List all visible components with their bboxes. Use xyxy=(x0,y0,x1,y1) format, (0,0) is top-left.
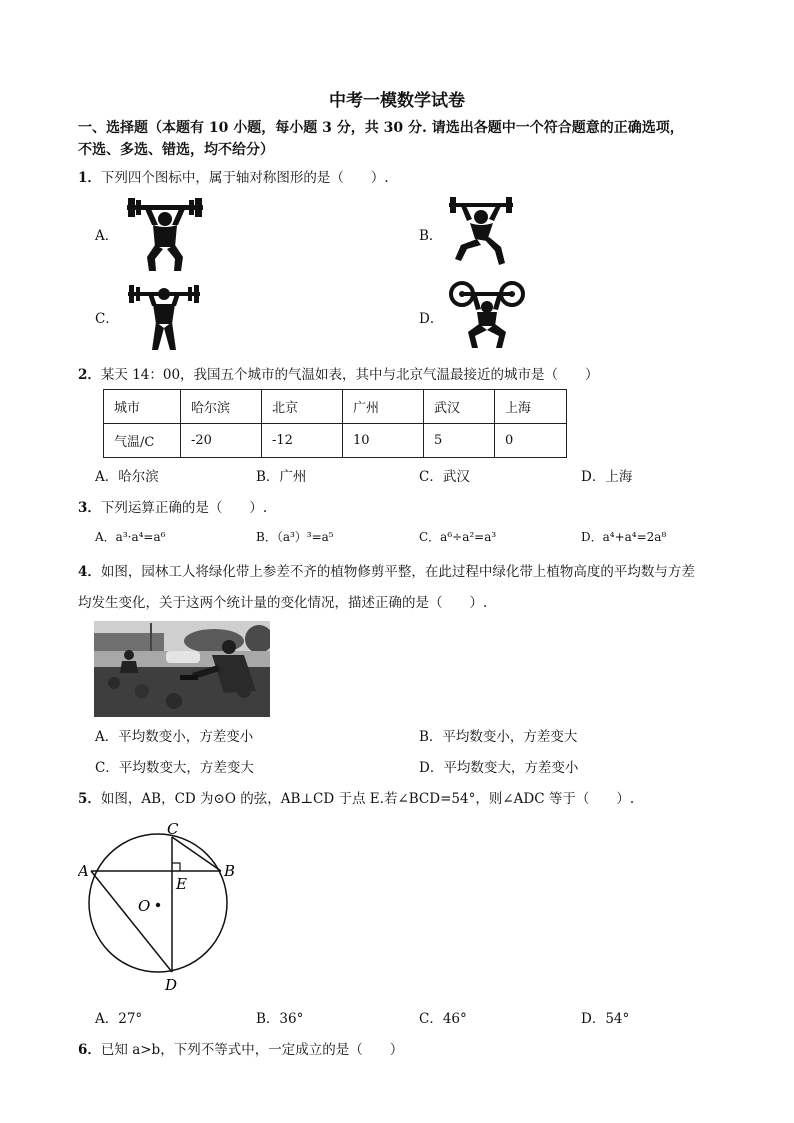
q5-option-a: A．27° xyxy=(95,1011,143,1027)
label-b: B xyxy=(224,862,236,880)
q4-option-c: C．平均数变大，方差变大 xyxy=(95,760,254,776)
table-row xyxy=(104,424,567,458)
question-4-line2: 均发生变化，关于这两个统计量的变化情况，描述正确的是（ ）. xyxy=(78,595,488,611)
table-header-row xyxy=(104,390,567,424)
question-text: 下列运算正确的是（ ）. xyxy=(100,500,268,516)
weightlifter-standing-icon xyxy=(126,282,202,352)
question-number: 3． xyxy=(78,500,101,516)
question-number: 2． xyxy=(78,367,101,383)
table-cell: -20 xyxy=(181,424,262,458)
table-cell: 北京 xyxy=(262,390,343,424)
question-text: 某天 14：00，我国五个城市的气温如表，其中与北京气温最接近的城市是（ ） xyxy=(100,367,599,383)
q5-option-d: D．54° xyxy=(581,1011,630,1027)
table-cell: 10 xyxy=(343,424,424,458)
q1-option-b-label: B． xyxy=(419,228,443,244)
page-title: 中考一模数学试卷 xyxy=(329,91,465,111)
table-cell: -12 xyxy=(262,424,343,458)
circle-geometry-figure xyxy=(78,818,248,993)
q3-option-a: A．a³·a⁴=a⁶ xyxy=(95,530,166,544)
q3-option-d: D．a⁴+a⁴=2a⁸ xyxy=(581,530,667,544)
label-c: C xyxy=(167,820,179,838)
weightlifter-front-icon xyxy=(125,195,205,273)
temperature-table xyxy=(103,389,567,458)
q1-option-d-label: D． xyxy=(419,311,444,327)
q3-option-c: C．a⁶÷a²=a³ xyxy=(419,530,497,544)
table-cell: 上海 xyxy=(495,390,567,424)
question-text: 下列四个图标中，属于轴对称图形的是（ ）. xyxy=(100,170,389,186)
q4-option-b: B．平均数变小，方差变大 xyxy=(419,729,578,745)
question-text: 已知 a>b，下列不等式中，一定成立的是（ ） xyxy=(100,1042,404,1058)
question-number: 1． xyxy=(78,170,101,186)
q1-option-c-label: C． xyxy=(95,311,119,327)
question-number: 4． xyxy=(78,564,101,580)
section-heading-line2: 不选、多选、错选，均不给分） xyxy=(78,142,274,158)
q4-option-a: A．平均数变小，方差变小 xyxy=(95,729,254,745)
gardener-photo xyxy=(94,621,270,717)
q2-option-c: C．武汉 xyxy=(419,469,470,485)
question-3 xyxy=(78,496,267,516)
q1-option-a-label: A． xyxy=(95,228,119,244)
question-text: 如图，园林工人将绿化带上参差不齐的植物修剪平整，在此过程中绿化带上植物高度的平均数与方差 xyxy=(100,564,695,580)
weightlifter-dancing-icon xyxy=(447,195,515,267)
table-cell: 0 xyxy=(495,424,567,458)
table-cell: 城市 xyxy=(104,390,181,424)
question-4-line1 xyxy=(78,560,695,580)
q5-option-b: B．36° xyxy=(256,1011,304,1027)
question-number: 5． xyxy=(78,791,101,807)
q2-option-b: B．广州 xyxy=(256,469,307,485)
table-cell: 哈尔滨 xyxy=(181,390,262,424)
question-6 xyxy=(78,1038,403,1058)
q4-option-d: D．平均数变大，方差变小 xyxy=(419,760,579,776)
q2-option-d: D．上海 xyxy=(581,469,633,485)
table-cell: 武汉 xyxy=(424,390,495,424)
table-cell: 5 xyxy=(424,424,495,458)
q5-option-c: C．46° xyxy=(419,1011,467,1027)
weightlifter-squat-icon xyxy=(448,280,526,350)
table-cell: 广州 xyxy=(343,390,424,424)
q2-option-a: A．哈尔滨 xyxy=(95,469,159,485)
question-2 xyxy=(78,363,599,383)
question-5 xyxy=(78,787,634,807)
question-1 xyxy=(78,166,389,186)
section-heading-line1: 一、选择题（本题有 10 小题，每小题 3 分，共 30 分. 请选出各题中一个符合题意的正确选项， xyxy=(78,120,684,136)
label-o: O xyxy=(138,897,151,915)
label-d: D xyxy=(165,976,178,993)
label-a: A xyxy=(78,862,89,880)
q3-option-b: B．（a³）³=a⁵ xyxy=(256,530,334,544)
label-e: E xyxy=(176,875,187,893)
question-text: 如图，AB，CD 为⊙O 的弦，AB⊥CD 于点 E.若∠BCD=54°，则∠ADC 等于（ ）. xyxy=(100,791,635,807)
question-number: 6． xyxy=(78,1042,101,1058)
table-cell: 气温/C xyxy=(104,424,181,458)
